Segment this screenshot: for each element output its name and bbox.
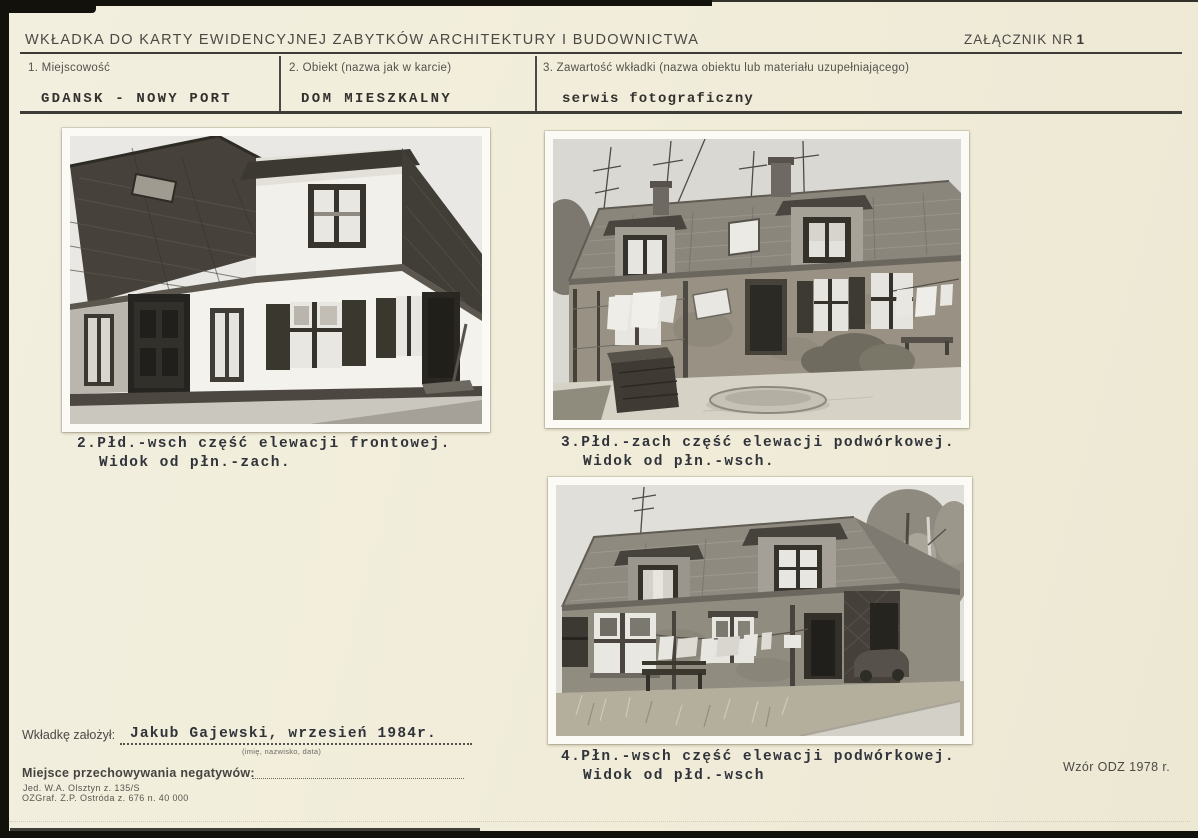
photo-courtyard-southwest [545,131,969,428]
scan-edge-left [0,0,9,838]
attachment-number: 1 [1076,32,1086,47]
founder-hint: (imię, nazwisko, data) [242,747,322,756]
print-info-line1: Jed. W.A. Olsztyn z. 135/S [23,783,140,793]
caption-photo2-line2: Widok od płn.-zach. [99,455,291,471]
field-value-miejscowosc: GDANSK - NOWY PORT [41,91,232,107]
table-divider-2 [535,56,537,113]
scan-fold-line [10,821,1190,822]
caption-photo2-line1: 2.Płd.-wsch część elewacji frontowej. [77,436,451,452]
caption-photo3-line1: 3.Płd.-zach część elewacji podwórkowej. [561,435,955,451]
field-value-obiekt: DOM MIESZKALNY [301,91,453,107]
negatives-dotted-line [252,766,464,779]
title-rule [20,52,1182,54]
field-label-obiekt: 2. Obiekt (nazwa jak w karcie) [289,62,452,74]
table-divider-1 [279,56,281,113]
negatives-label: Miejsce przechowywania negatywów: [22,766,255,780]
photo-front-elevation-image [70,136,482,424]
table-bottom-rule [20,111,1182,114]
scan-edge-top-corner [0,0,96,13]
founder-value: Jakub Gajewski, wrzesień 1984r. [130,726,437,742]
field-value-zawartosc: serwis fotograficzny [562,91,755,107]
caption-photo4-line1: 4.Płn.-wsch część elewacji podwórkowej. [561,749,955,765]
page-title: WKŁADKA DO KARTY EWIDENCYJNEJ ZABYTKÓW ARCHITEKTURY I BUDOWNICTWA [25,32,700,48]
caption-photo4-line2: Widok od płd.-wsch [583,768,765,784]
field-label-zawartosc: 3. Zawartość wkładki (nazwa obiektu lub materiału uzupełniającego) [543,62,910,74]
photo-front-elevation [62,128,490,432]
photo-courtyard-northeast [548,477,972,744]
print-info-line2: OZGraf. Z.P. Ostróda z. 676 n. 40 000 [22,793,189,803]
field-label-miejscowosc: 1. Miejscowość [28,62,111,74]
caption-photo3-line2: Widok od płn.-wsch. [583,454,775,470]
form-model-label: Wzór ODZ 1978 r. [1063,760,1171,774]
attachment-label [964,32,1085,47]
attachment-text: ZAŁĄCZNIK NR [964,32,1074,47]
photo-courtyard-northeast-image [556,485,964,736]
founder-label: Wkładkę założył: [22,728,116,742]
scan-edge-bottom [0,831,1198,838]
photo-courtyard-southwest-image [553,139,961,420]
scan-edge-top [0,0,712,6]
